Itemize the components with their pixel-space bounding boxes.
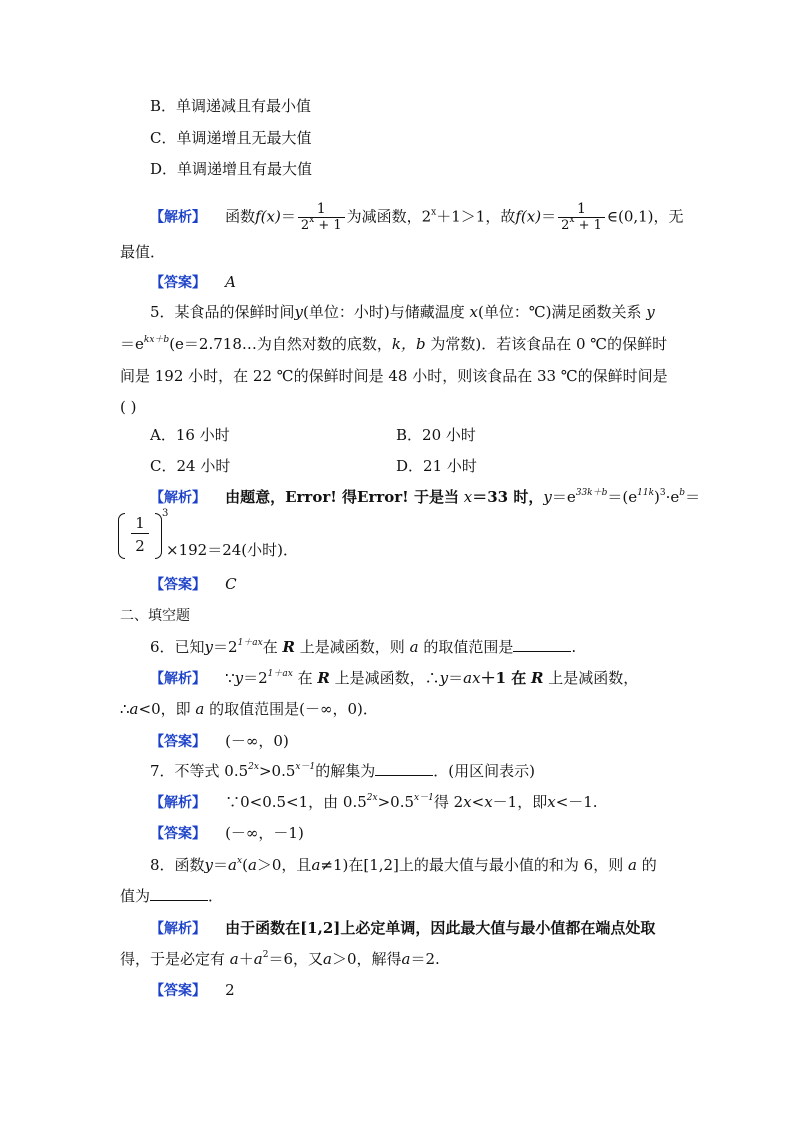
answer-blank[interactable] (150, 886, 208, 901)
section-title: 二、填空题 (120, 608, 190, 624)
q5-option-b: B．20 小时 (396, 426, 476, 444)
q6-analysis-cont: ∴a<0，即 a 的取值范围是(－∞，0)． (120, 700, 378, 718)
q7-stem: 7．不等式 $0.5^{2x}>0.5^{x-1}$的解集为 ．(用区间表示) (150, 762, 535, 780)
answer-blank[interactable] (513, 637, 571, 652)
q5-option-d: D．21 小时 (396, 457, 477, 475)
q5-bracket: ( ) (120, 398, 137, 416)
answer-blank[interactable] (375, 761, 433, 776)
q5-stem: 5．某食品的保鲜时间y(单位：小时)与储藏温度 x(单位：℃)满足函数关系 y (150, 303, 655, 321)
half-in-parens: 1 2 (118, 513, 162, 559)
option-b: B．单调递减且有最小值 (150, 97, 312, 115)
q4-answer: 【答案】 A (150, 273, 236, 291)
fraction: $\frac{1}{2^x + 1}$ (298, 201, 345, 234)
q5-analysis: 【解析】 由题意，Error! 得Error! 于是当 x＝33 时，$y=e^{33k+b}=(e^{11k})^3\cdot e^b=$ (150, 488, 701, 506)
q6-analysis: 【解析】 $\because y=2^{1+ax}$ 在 R 上是减函数，∴y＝ax＋1 在 R 上是减函数， (150, 669, 639, 687)
analysis-tag: 【解析】 (150, 209, 206, 226)
q8-analysis-cont: 得，于是必定有 $a+a^2=6$，又a＞0，解得a＝2. (120, 950, 440, 968)
q8-answer: 【答案】 2 (150, 981, 235, 999)
q8-analysis: 【解析】 由于函数在[1,2]上必定单调，因此最大值与最小值都在端点处取 (150, 919, 656, 937)
q8-stem-2: 值为 ． (120, 887, 224, 905)
q5-option-c: C．24 小时 (150, 457, 231, 475)
q5-analysis-cont: ×192＝24(小时)． (166, 541, 298, 559)
option-d: D．单调递增且有最大值 (150, 160, 313, 178)
q8-stem: 8．函数$y=a^x(a>0$，且a≠1)在[1,2]上的最大值与最小值的和为 6，则 a 的 (150, 856, 657, 874)
option-c: C．单调递增且无最大值 (150, 129, 312, 147)
q7-analysis: 【解析】 ∵0<0.5<1，由 $0.5^{2x}>0.5^{x-1}$得 2x<x－1，即x<－1. (150, 793, 598, 811)
q5-option-a: A．16 小时 (150, 426, 230, 444)
paren-exponent: 3 (162, 508, 169, 519)
fraction: $\frac{1}{2^x + 1}$ (558, 201, 605, 234)
q5-stem-2: $=e^{kx+b}(e=2.718\dots$为自然对数的底数，k，b 为常数)．若该食品在 0 ℃的保鲜时 (120, 335, 668, 353)
q6-stem: 6．已知$y=2^{1+ax}$在 R 上是减函数，则 a 的取值范围是 . (150, 638, 577, 656)
q6-answer: 【答案】 (－∞，0) (150, 732, 289, 750)
q5-stem-3: 间是 192 小时，在 22 ℃的保鲜时间是 48 小时，则该食品在 33 ℃的保鲜时间是 (120, 367, 668, 385)
q4-analysis: 【解析】 函数f(x)＝ $\frac{1}{2^x + 1}$ 为减函数，$2^x+1>1$，故f(x)＝ $\frac{1}{2^x + 1}$ ∈(0,1)，无 (150, 201, 684, 233)
q5-answer: 【答案】 C (150, 575, 237, 593)
q4-analysis-cont: 最值． (120, 243, 166, 261)
q7-answer: 【答案】 (－∞，－1) (150, 824, 304, 842)
